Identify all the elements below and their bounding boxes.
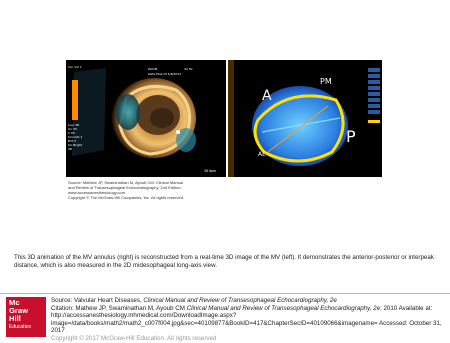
scale-bar-orange [72, 80, 78, 120]
right-annulus-panel [228, 60, 382, 177]
overlay-vol: Vol. Vol 1 [68, 65, 82, 69]
citation-title: Clinical Manual and Review of Transesophageal Echocardiography, 2e [186, 304, 381, 312]
side-strip [228, 60, 234, 177]
figure [66, 60, 382, 205]
source-line: www.accessanesthesiology.com [68, 190, 126, 195]
source-line: Source: Mathew JP, Swaminathan M, Ayoub CM: Clinical Manual [68, 180, 184, 185]
figure-description: This 3D animation of the MV annulus (right) is reconstructed from a real-time 3D image of the MV (left). It demonstrates the anterior-posterior or interpeak distance, which is also measured in the 2D midesophageal long-axis view. [14, 254, 434, 270]
source-line: and Review of Transesophageal Echocardiography, 2nd Edition: [68, 185, 182, 190]
copyright: Copyright © 2017 McGraw-Hill Education. All rights reserved [51, 334, 217, 342]
source-title: Clinical Manual and Review of Transesophageal Echocardiography, 2e [143, 297, 337, 304]
mitral-valve-3d-render [66, 60, 226, 177]
logo-line: Education [9, 323, 32, 330]
citation-prefix: Citation: Mathew JP, Swaminathan M, Ayoub CM [51, 304, 187, 312]
heart-rate-readout: 36 bpm [204, 169, 217, 173]
overlay-c: C 65 [68, 131, 75, 135]
left-echo-panel [66, 60, 226, 177]
overlay-date: Date Mod Of 5/8/2012 [148, 72, 182, 76]
source-prefix: Source: Valvular Heart Diseases, [51, 297, 144, 304]
overlay-zoom: ZOOM [148, 67, 158, 71]
dot-marker [176, 130, 180, 134]
source-line: Copyright © The McGraw-Hill Companies, Inc. All rights reserved. [68, 195, 185, 200]
logo-line: Hill [9, 314, 21, 324]
overlay-sa-bright: SA Bright [68, 143, 83, 147]
overlay-brit: Brit 5 [68, 139, 77, 143]
overlay-hz: 44 Hz [184, 67, 193, 71]
logo-line: Mc [9, 298, 20, 307]
figure-source-caption [68, 180, 380, 200]
citation-url[interactable]: ; 2010 Available at: http://accessanesthesiology.mhmedical.com/DownloadImage.aspx?image=/data/books/math2/math2_c007f004.jpg&sec=40109877&BookID=417&ChapterSecID=40109066&imagename= Accessed: October 31, 2017 [51, 304, 442, 335]
overlay-live3d: Live 3D [68, 123, 80, 127]
label-al: AL [258, 151, 266, 158]
citation-block [51, 297, 446, 343]
footer-divider [0, 293, 450, 294]
overlay-smooth: Smooth 1 [68, 135, 83, 139]
full-citation [51, 305, 446, 335]
label-pm: PM [320, 77, 332, 86]
mcgraw-hill-logo [6, 297, 46, 337]
source-citation [51, 297, 446, 305]
mv-annulus-model [228, 60, 382, 177]
label-a: A [262, 88, 272, 104]
logo-line: Graw [9, 306, 28, 316]
overlay-3d: 3D [68, 147, 73, 151]
overlay-gn: Gn 50 [68, 127, 77, 131]
label-p: P [346, 127, 356, 146]
